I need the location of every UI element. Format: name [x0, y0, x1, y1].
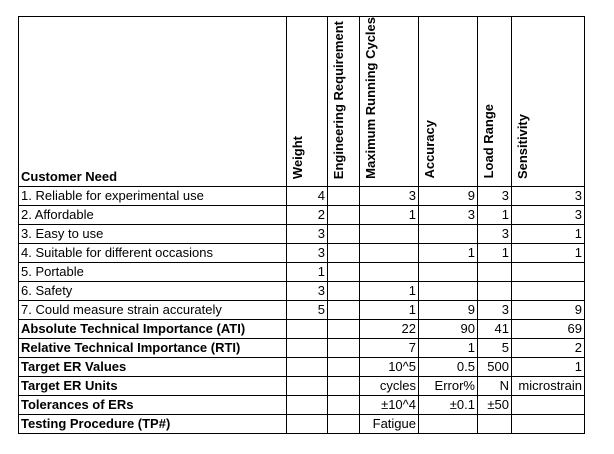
customer-need-row [19, 281, 585, 300]
customer-need-row [19, 300, 585, 319]
sensitivity-header [512, 17, 585, 187]
weight-cell: 3 [287, 224, 328, 243]
engineering-requirement-cell [328, 281, 360, 300]
sensitivity-cell: 3 [512, 186, 585, 205]
weight-cell: 3 [287, 281, 328, 300]
accuracy-cell: 9 [419, 300, 478, 319]
engineering-requirement-cell [328, 243, 360, 262]
max-running-cycles-cell: cycles [360, 376, 419, 395]
summary-row [19, 414, 585, 433]
accuracy-header [419, 17, 478, 187]
customer-needs-body [19, 186, 585, 319]
summary-label: Relative Technical Importance (RTI) [19, 338, 287, 357]
weight-header [287, 17, 328, 187]
sensitivity-cell: 1 [512, 357, 585, 376]
sensitivity-cell: microstrain [512, 376, 585, 395]
customer-need-header [19, 17, 287, 187]
weight-cell [287, 319, 328, 338]
customer-need-label: 4. Suitable for different occasions [19, 243, 287, 262]
load-range-cell [478, 414, 512, 433]
engineering-requirement-cell [328, 395, 360, 414]
load-range-cell: 3 [478, 186, 512, 205]
engineering-requirement-header [328, 17, 360, 187]
customer-need-label: 1. Reliable for experimental use [19, 186, 287, 205]
max-running-cycles-cell: 3 [360, 186, 419, 205]
max-running-cycles-header-label: Maximum Running Cycles [363, 17, 378, 179]
load-range-cell: 3 [478, 224, 512, 243]
weight-cell [287, 357, 328, 376]
load-range-header-label: Load Range [481, 104, 496, 179]
load-range-cell: 3 [478, 300, 512, 319]
sensitivity-cell: 69 [512, 319, 585, 338]
engineering-requirement-cell [328, 319, 360, 338]
engineering-requirement-cell [328, 186, 360, 205]
summary-label: Testing Procedure (TP#) [19, 414, 287, 433]
customer-need-row [19, 205, 585, 224]
engineering-requirement-cell [328, 414, 360, 433]
weight-cell: 1 [287, 262, 328, 281]
accuracy-header-label: Accuracy [422, 120, 437, 179]
sensitivity-cell [512, 395, 585, 414]
customer-need-row [19, 224, 585, 243]
weight-header-label: Weight [290, 135, 305, 179]
accuracy-cell: 1 [419, 338, 478, 357]
sensitivity-cell [512, 262, 585, 281]
summary-label: Absolute Technical Importance (ATI) [19, 319, 287, 338]
accuracy-cell [419, 414, 478, 433]
weight-cell: 2 [287, 205, 328, 224]
summary-row [19, 395, 585, 414]
engineering-requirement-cell [328, 300, 360, 319]
customer-need-row [19, 186, 585, 205]
summary-row [19, 319, 585, 338]
customer-need-label: 6. Safety [19, 281, 287, 300]
load-range-header [478, 17, 512, 187]
max-running-cycles-cell: 1 [360, 300, 419, 319]
engineering-requirement-cell [328, 262, 360, 281]
load-range-cell: 5 [478, 338, 512, 357]
sensitivity-cell: 2 [512, 338, 585, 357]
qfd-table [18, 16, 585, 434]
summary-row [19, 376, 585, 395]
engineering-requirement-cell [328, 205, 360, 224]
summary-body [19, 319, 585, 433]
sensitivity-cell [512, 414, 585, 433]
engineering-requirement-cell [328, 224, 360, 243]
sensitivity-cell [512, 281, 585, 300]
max-running-cycles-header [360, 17, 419, 187]
load-range-cell: 41 [478, 319, 512, 338]
max-running-cycles-cell [360, 224, 419, 243]
load-range-cell [478, 281, 512, 300]
weight-cell [287, 338, 328, 357]
load-range-cell [478, 262, 512, 281]
max-running-cycles-cell: 10^5 [360, 357, 419, 376]
weight-cell [287, 414, 328, 433]
customer-need-label: 5. Portable [19, 262, 287, 281]
accuracy-cell [419, 224, 478, 243]
summary-label: Target ER Units [19, 376, 287, 395]
customer-need-header-label: Customer Need [21, 168, 118, 184]
header-row [19, 17, 585, 187]
accuracy-cell: 1 [419, 243, 478, 262]
max-running-cycles-cell: Fatigue [360, 414, 419, 433]
max-running-cycles-cell: 7 [360, 338, 419, 357]
weight-cell [287, 395, 328, 414]
weight-cell: 3 [287, 243, 328, 262]
accuracy-cell: 90 [419, 319, 478, 338]
accuracy-cell: 9 [419, 186, 478, 205]
load-range-cell: ±50 [478, 395, 512, 414]
summary-row [19, 338, 585, 357]
customer-need-label: 7. Could measure strain accurately [19, 300, 287, 319]
max-running-cycles-cell: ±10^4 [360, 395, 419, 414]
accuracy-cell: Error% [419, 376, 478, 395]
sensitivity-header-label: Sensitivity [515, 113, 530, 179]
load-range-cell: 500 [478, 357, 512, 376]
load-range-cell: N [478, 376, 512, 395]
customer-need-row [19, 243, 585, 262]
customer-need-label: 3. Easy to use [19, 224, 287, 243]
customer-need-label: 2. Affordable [19, 205, 287, 224]
engineering-requirement-cell [328, 338, 360, 357]
customer-need-row [19, 262, 585, 281]
accuracy-cell: 0.5 [419, 357, 478, 376]
load-range-cell: 1 [478, 205, 512, 224]
summary-row [19, 357, 585, 376]
max-running-cycles-cell: 1 [360, 205, 419, 224]
max-running-cycles-cell [360, 262, 419, 281]
max-running-cycles-cell: 22 [360, 319, 419, 338]
sensitivity-cell: 3 [512, 205, 585, 224]
max-running-cycles-cell [360, 243, 419, 262]
weight-cell: 4 [287, 186, 328, 205]
sensitivity-cell: 1 [512, 243, 585, 262]
summary-label: Target ER Values [19, 357, 287, 376]
max-running-cycles-cell: 1 [360, 281, 419, 300]
weight-cell: 5 [287, 300, 328, 319]
sensitivity-cell: 9 [512, 300, 585, 319]
summary-label: Tolerances of ERs [19, 395, 287, 414]
load-range-cell: 1 [478, 243, 512, 262]
sensitivity-cell: 1 [512, 224, 585, 243]
engineering-requirement-header-label: Engineering Requirement [331, 20, 346, 179]
weight-cell [287, 376, 328, 395]
accuracy-cell: ±0.1 [419, 395, 478, 414]
engineering-requirement-cell [328, 357, 360, 376]
accuracy-cell: 3 [419, 205, 478, 224]
accuracy-cell [419, 281, 478, 300]
engineering-requirement-cell [328, 376, 360, 395]
accuracy-cell [419, 262, 478, 281]
